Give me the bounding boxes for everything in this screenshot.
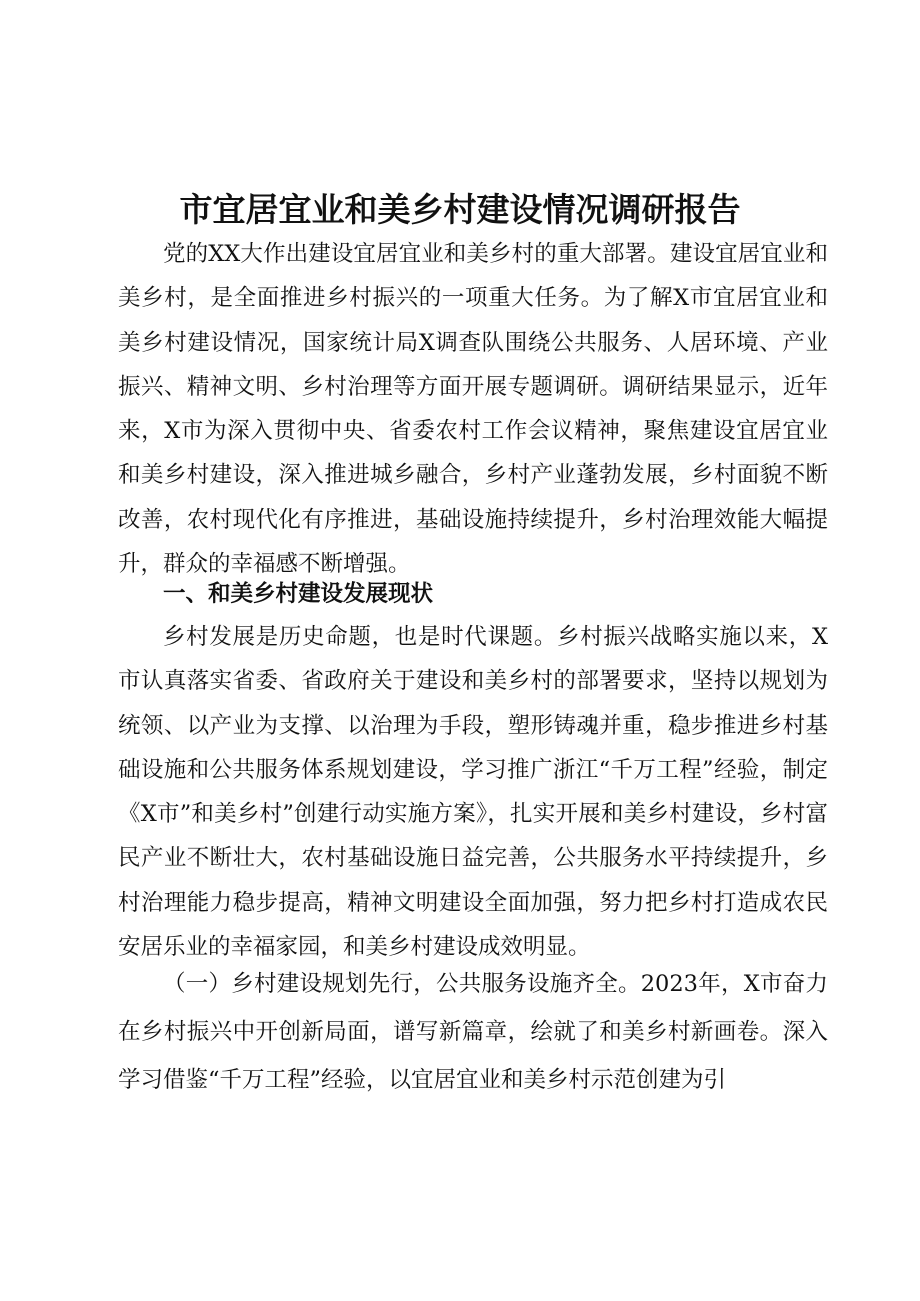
section1-paragraph: 乡村发展是历史命题，也是时代课题。乡村振兴战略实施以来，X市认真落实省委、省政府关于建设和美乡村的部署要求，坚持以规划为统领、以产业为支撑、以治理为手段，塑形铸魂并重，稳步推进乡村基础设施和公共服务体系规划建设，学习推广浙江“千万工程”经验，制定《X市”和美乡村”创建行动实施方案》，扎实开展和美乡村建设，乡村富民产业不断壮大，农村基础设施日益完善，公共服务水平持续提升，乡村治理能力稳步提高，精神文明建设全面加强，努力把乡村打造成农民安居乐业的幸福家园，和美乡村建设成效明显。 [118,624,828,961]
subsection1-paragraph: （一）乡村建设规划先行，公共服务设施齐全。2023年，X市奋力在乡村振兴中开创新局面，谱写新篇章，绘就了和美乡村新画卷。深入学习借鉴“千万工程”经验，以宜居宜业和美乡村示范创建为引 [118,971,828,1093]
document-title: 市宜居宜业和美乡村建设情况调研报告 [179,190,741,230]
intro-paragraph: 党的XX大作出建设宜居宜业和美乡村的重大部署。建设宜居宜业和美乡村，是全面推进乡村振兴的一项重大任务。为了解X市宜居宜业和美乡村建设情况，国家统计局X调查队围绕公共服务、人居环境、产业振兴、精神文明、乡村治理等方面开展专题调研。调研结果显示，近年来，X市为深入贯彻中央、省委农村工作会议精神，聚焦建设宜居宜业和美乡村建设，深入推进城乡融合，乡村产业蓬勃发展，乡村面貌不断改善，农村现代化有序推进，基础设施持续提升，乡村治理效能大幅提升，群众的幸福感不断增强。 [118,241,828,578]
section-heading-1: 一、和美乡村建设发展现状 [163,581,434,607]
